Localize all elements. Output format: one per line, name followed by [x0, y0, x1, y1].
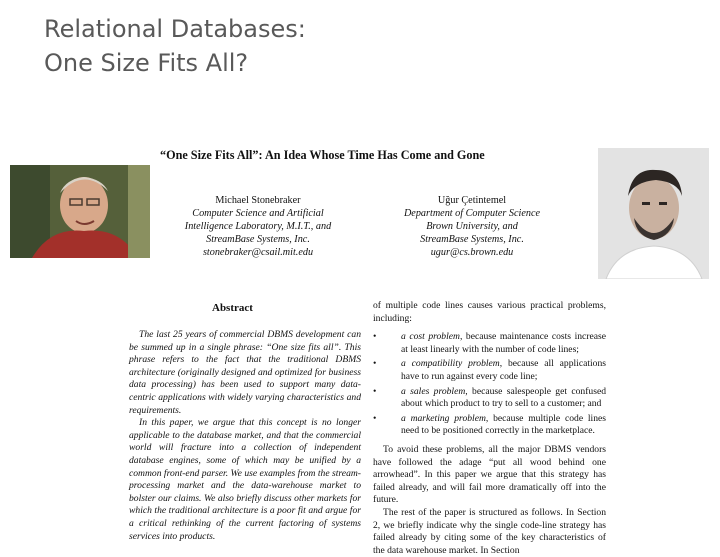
- author-affiliation-line: Intelligence Laboratory, M.I.T., and: [184, 221, 332, 232]
- list-item: [373, 413, 606, 438]
- body-paragraph: The rest of the paper is structured as follows. In Section 2, we briefly indicate why the single code-line strategy has failed already by citing some of the key characteristics of the data warehouse market. In Section: [373, 506, 606, 556]
- abstract-paragraph: The last 25 years of commercial DBMS development can be summed up in a single phrase: “One size fits all”. This phrase refers to the fact that the traditional DBMS architecture (originally designed and optimized for business data processing) has been used to support many data-centric applications with widely varying characteristics and requirements.: [129, 329, 361, 416]
- slide-title: [44, 12, 306, 80]
- paper-title: “One Size Fits All”: An Idea Whose Time Has Come and Gone: [160, 148, 485, 162]
- slide-title-line-2: One Size Fits All?: [44, 49, 249, 77]
- author-name: Michael Stonebraker: [215, 195, 301, 206]
- author-affiliation-line: StreamBase Systems, Inc.: [206, 234, 310, 245]
- body-column: [373, 300, 606, 557]
- list-item: [373, 358, 606, 383]
- problem-term: a marketing problem: [401, 412, 486, 424]
- problem-term: a compatibility problem: [401, 358, 500, 370]
- author-block-2: [374, 194, 570, 259]
- author-photo-cetintemel: [598, 148, 709, 279]
- author-name: Uğur Çetintemel: [437, 195, 507, 206]
- bullet-icon: •: [373, 358, 377, 370]
- abstract-column: [129, 329, 361, 543]
- paper-excerpt: [120, 142, 607, 556]
- problem-text: , because all applications have to run against every code line;: [401, 358, 607, 382]
- problem-text: , because salespeople get confused about which product to try to sell to a customer; and: [401, 385, 606, 410]
- bullet-icon: •: [373, 331, 377, 343]
- author-affiliation-line: Computer Science and Artificial: [192, 208, 324, 219]
- problem-term: a cost problem: [401, 331, 460, 343]
- author-affiliation-line: Brown University, and: [426, 221, 518, 232]
- problem-text: , because multiple code lines need to be positioned correctly in the marketplace.: [401, 412, 606, 437]
- list-item: [373, 386, 606, 411]
- abstract-paragraph: In this paper, we argue that this concept is no longer applicable to the database market, and that the commercial world will fracture into a collection of independent database engines, some of which may be unified by a common front-end parser. We use examples from the stream-processing market and the data-warehouse market to bolster our claims. We also briefly discuss other markets for which the traditional architecture is a poor fit and argue for a critical rethinking of the current factoring of systems services into products.: [129, 417, 361, 542]
- bullet-icon: •: [373, 412, 377, 424]
- problem-list: [373, 331, 606, 438]
- author-affiliation-line: StreamBase Systems, Inc.: [420, 234, 524, 245]
- slide-title-line-1: Relational Databases:: [44, 15, 306, 43]
- author-email: stonebraker@csail.mit.edu: [202, 247, 314, 258]
- author-affiliation-line: Department of Computer Science: [403, 208, 541, 219]
- bullet-icon: •: [373, 385, 377, 397]
- author-block-1: [168, 194, 348, 259]
- abstract-heading: Abstract: [212, 302, 253, 314]
- body-paragraph: To avoid these problems, all the major DBMS vendors have followed the adage “put all wood behind one arrowhead”. In this paper we argue that this strategy has failed already, and will fail more dramatically off into the future.: [373, 443, 606, 506]
- problem-text: , because maintenance costs increase at least linearly with the number of code lines;: [401, 331, 606, 355]
- author-email: ugur@cs.brown.edu: [430, 247, 514, 258]
- problem-term: a sales problem: [401, 385, 466, 397]
- list-item: [373, 331, 606, 356]
- body-intro: of multiple code lines causes various practical problems, including:: [373, 300, 606, 324]
